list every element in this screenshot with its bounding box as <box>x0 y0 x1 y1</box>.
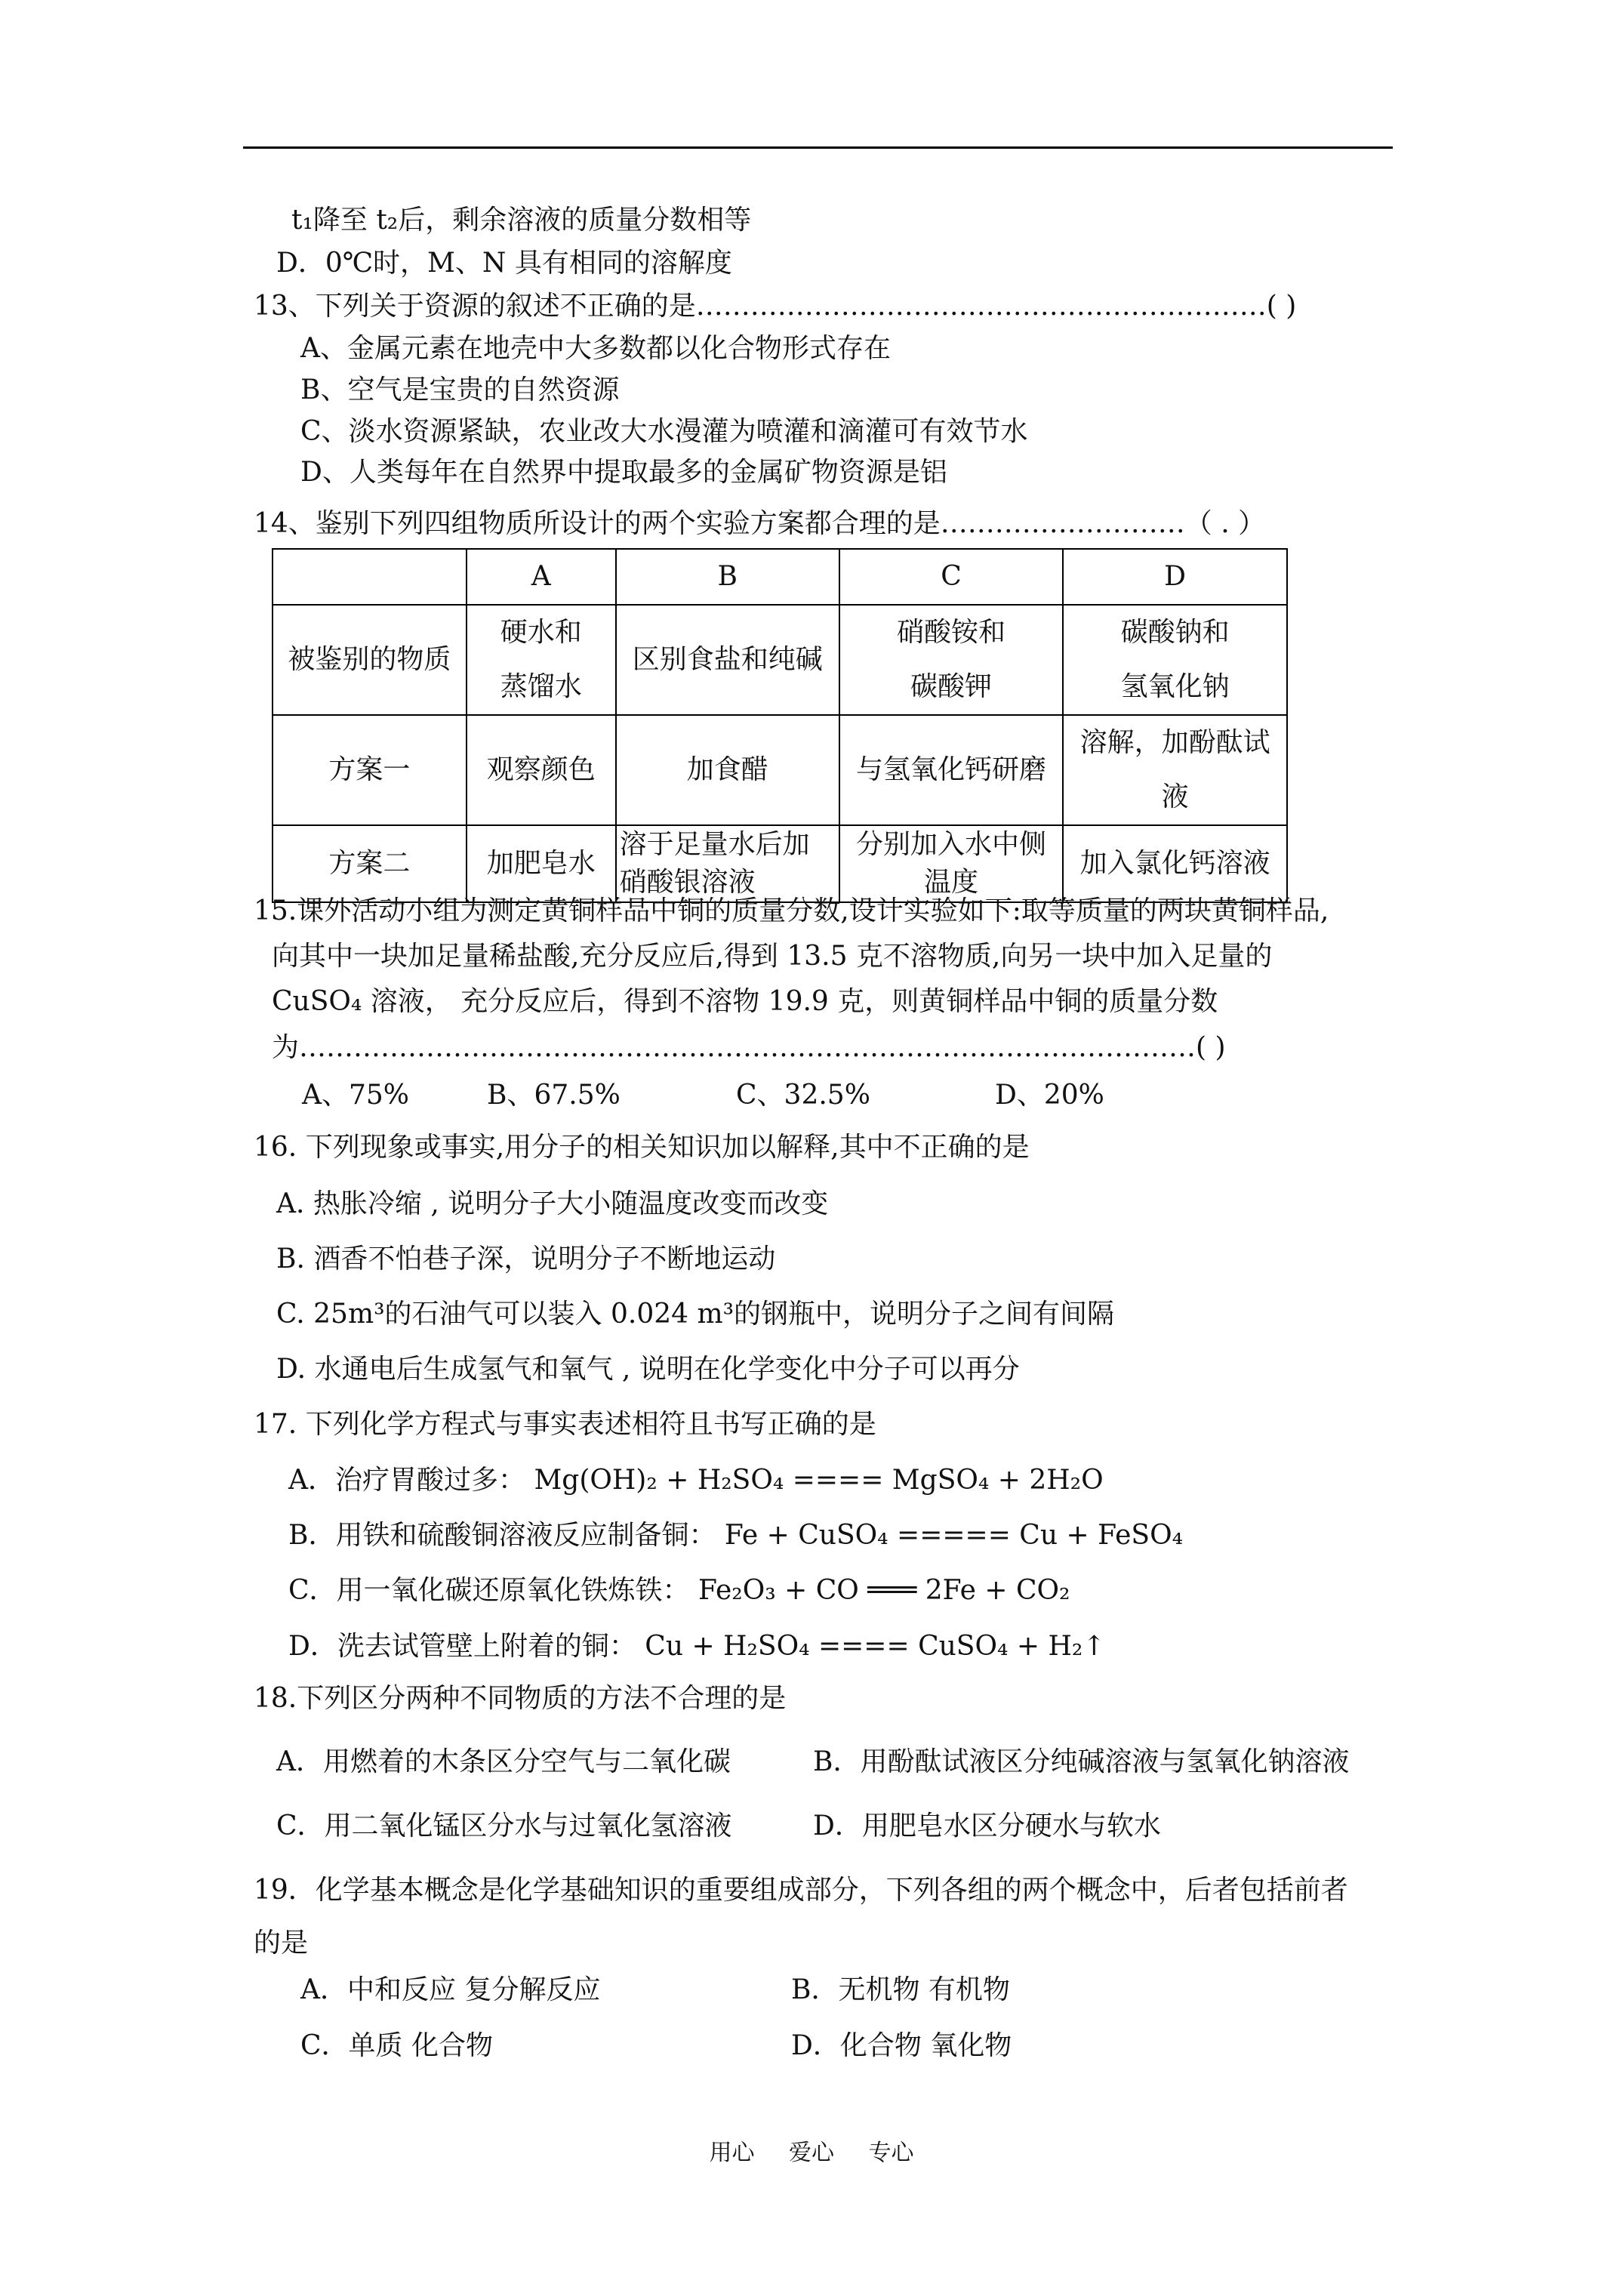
q18-option-a: A．用燃着的木条区分空气与二氧化碳 <box>276 1746 731 1777</box>
header-rule <box>243 146 1393 149</box>
q18-option-d: D．用肥皂水区分硬水与软水 <box>813 1811 1161 1841</box>
q19-option-b: B．无机物 有机物 <box>791 1974 1010 2005</box>
q13-option-b: B、空气是宝贵的自然资源 <box>300 374 620 405</box>
q12-option-c-continued: t₁降至 t₂后，剩余溶液的质量分数相等 <box>291 205 752 236</box>
table-cell: 加肥皂水 <box>467 825 616 902</box>
q16-option-c: C. 25m³的石油气可以装入 0.024 m³的钢瓶中，说明分子之间有间隔 <box>276 1299 1115 1330</box>
table-cell: 与氢氧化钙研磨 <box>839 715 1063 825</box>
table-row <box>273 715 1287 825</box>
q17-option-b: B．用铁和硫酸铜溶液反应制备铜： Fe + CuSO₄ ===== Cu + FeSO₄ <box>288 1520 1184 1551</box>
q13-stem: 13、下列关于资源的叙述不正确的是………………………………………………………( ) <box>254 291 1297 322</box>
q19-stem-line-2: 的是 <box>254 1928 309 1959</box>
q13-option-a: A、金属元素在地壳中大多数都以化合物形式存在 <box>300 333 891 364</box>
footer-text: 用心 <box>709 2140 755 2166</box>
table-cell: 溶于足量水后加 硝酸银溶液 <box>616 825 839 902</box>
table-cell: D <box>1063 549 1287 605</box>
table-row <box>273 605 1287 715</box>
table-cell: 区别食盐和纯碱 <box>616 605 839 715</box>
table-cell: A <box>467 549 616 605</box>
q15-option-c: C、32.5% <box>736 1080 870 1111</box>
table-cell: 硬水和 蒸馏水 <box>467 605 616 715</box>
q15-stem-line-3: CuSO₄ 溶液， 充分反应后，得到不溶物 19.9 克，则黄铜样品中铜的质量分数 <box>272 986 1218 1017</box>
table-cell: 加入氯化钙溶液 <box>1063 825 1287 902</box>
q14-table <box>272 548 1288 903</box>
q18-option-b: B．用酚酞试液区分纯碱溶液与氢氧化钠溶液 <box>813 1746 1350 1777</box>
q17-stem: 17. 下列化学方程式与事实表述相符且书写正确的是 <box>254 1409 876 1440</box>
table-header-row <box>273 549 1287 605</box>
page-footer <box>0 2134 1623 2167</box>
q15-option-b: B、67.5% <box>487 1080 621 1111</box>
q13-option-d: D、人类每年在自然界中提取最多的金属矿物资源是铝 <box>300 457 947 488</box>
q16-option-a: A. 热胀冷缩 , 说明分子大小随温度改变而改变 <box>276 1188 829 1219</box>
table-cell: 方案一 <box>273 715 467 825</box>
table-cell: 碳酸钠和 氢氧化钠 <box>1063 605 1287 715</box>
q13-option-c: C、淡水资源紧缺，农业改大水漫灌为喷灌和滴灌可有效节水 <box>300 416 1028 447</box>
table-cell: 溶解，加酚酞试液 <box>1063 715 1287 825</box>
q15-option-a: A、75% <box>302 1080 410 1111</box>
q17-option-c: C．用一氧化碳还原氧化铁炼铁： Fe₂O₃ + CO ═══ 2Fe + CO₂ <box>288 1575 1070 1606</box>
table-cell: 分别加入水中侧 温度 <box>839 825 1063 902</box>
q14-stem: 14、鉴别下列四组物质所设计的两个实验方案都合理的是………………………（ . ） <box>254 508 1266 539</box>
q16-option-b: B. 酒香不怕巷子深，说明分子不断地运动 <box>276 1244 776 1274</box>
q18-stem: 18.下列区分两种不同物质的方法不合理的是 <box>254 1683 787 1714</box>
table-cell: 方案二 <box>273 825 467 902</box>
q15-stem-line-2: 向其中一块加足量稀盐酸,充分反应后,得到 13.5 克不溶物质,向另一块中加入足量的 <box>272 941 1273 972</box>
q16-stem: 16. 下列现象或事实,用分子的相关知识加以解释,其中不正确的是 <box>254 1132 1030 1163</box>
table-cell: 加食醋 <box>616 715 839 825</box>
table-row <box>273 825 1287 902</box>
q12-option-d: D．0℃时，M、N 具有相同的溶解度 <box>276 248 732 279</box>
q19-option-a: A．中和反应 复分解反应 <box>300 1974 601 2005</box>
table-cell: 被鉴别的物质 <box>273 605 467 715</box>
q15-option-d: D、20% <box>995 1080 1104 1111</box>
table-cell: 硝酸铵和 碳酸钾 <box>839 605 1063 715</box>
table-cell: C <box>839 549 1063 605</box>
q17-option-a: A．治疗胃酸过多： Mg(OH)₂ + H₂SO₄ ==== MgSO₄ + 2H₂O <box>288 1465 1104 1496</box>
table-cell <box>273 549 467 605</box>
q19-stem-line-1: 19．化学基本概念是化学基础知识的重要组成部分，下列各组的两个概念中，后者包括前者 <box>254 1875 1348 1906</box>
q17-option-d: D．洗去试管壁上附着的铜： Cu + H₂SO₄ ==== CuSO₄ + H₂↑ <box>288 1631 1106 1662</box>
q19-option-d: D．化合物 氧化物 <box>791 2030 1012 2061</box>
table-cell: B <box>616 549 839 605</box>
footer-text: 专心 <box>868 2140 914 2166</box>
footer-text: 爱心 <box>789 2140 834 2166</box>
q19-option-c: C．单质 化合物 <box>300 2030 493 2061</box>
table-cell: 观察颜色 <box>467 715 616 825</box>
q16-option-d: D. 水通电后生成氢气和氧气 , 说明在化学变化中分子可以再分 <box>276 1354 1020 1385</box>
q18-option-c: C．用二氧化锰区分水与过氧化氢溶液 <box>276 1811 732 1841</box>
q15-stem-line-4: 为………………………………………………………………………………………( ) <box>272 1032 1226 1063</box>
q15-stem-line-1: 15.课外活动小组为测定黄铜样品中铜的质量分数,设计实验如下:取等质量的两块黄铜样品, <box>254 895 1329 926</box>
